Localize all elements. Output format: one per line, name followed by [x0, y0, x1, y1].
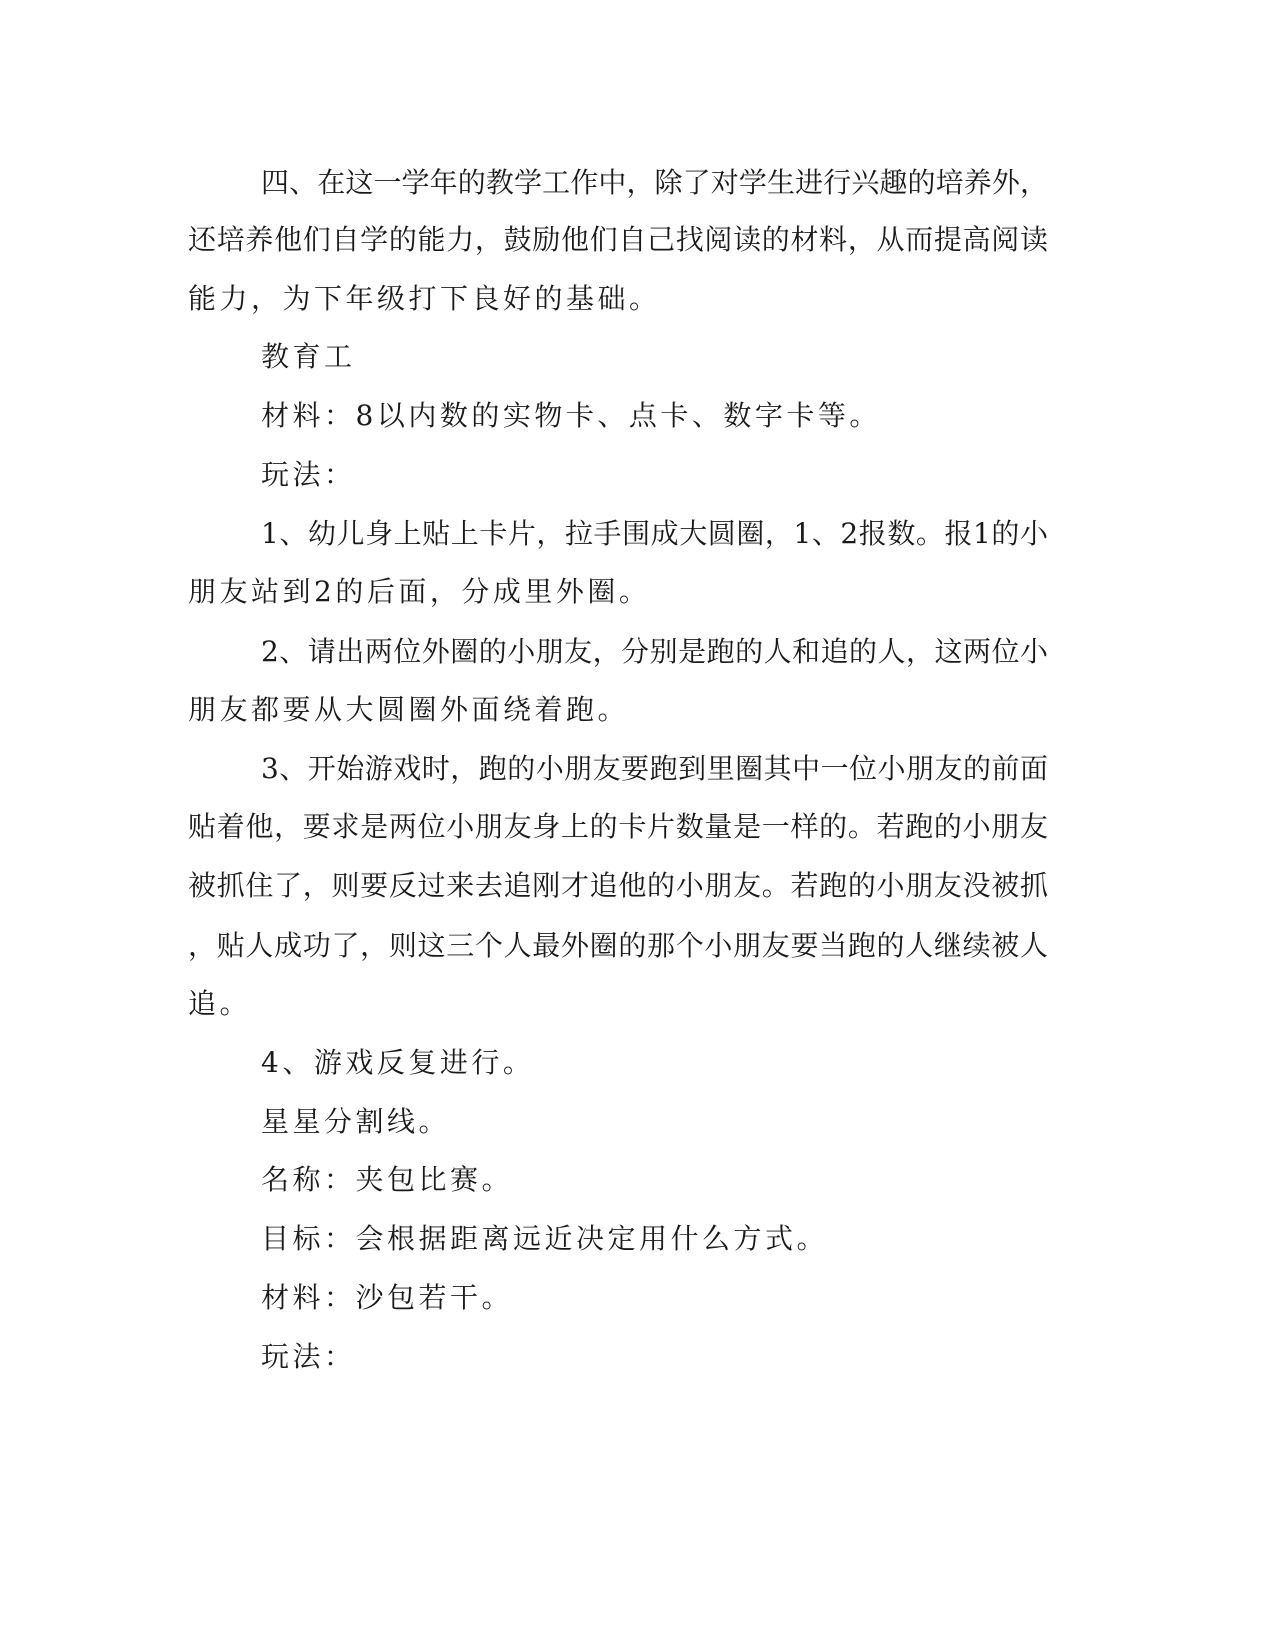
step-1-line-1: 1、幼儿身上贴上卡片，拉手围成大圆圈，1、2报数。报1的小 — [261, 517, 1048, 550]
step-4-line: 4、游戏反复进行。 — [261, 1046, 535, 1079]
heading-line: 教育工 — [261, 340, 356, 373]
step-3-line-5: 追。 — [188, 987, 252, 1020]
how-to-play-label: 玩法： — [261, 458, 356, 491]
step-3-line-1: 3、开始游戏时，跑的小朋友要跑到里圈其中一位小朋友的前面 — [261, 752, 1048, 785]
paragraph-4-line-1: 四、在这一学年的教学工作中，除了对学生进行兴趣的培养外， — [261, 166, 1048, 199]
step-3-line-4: ，贴人成功了，则这三个人最外圈的那个小朋友要当跑的人继续被人 — [188, 929, 1048, 962]
goal-line: 目标：会根据距离远近决定用什么方式。 — [261, 1222, 829, 1255]
materials-line: 材料：8以内数的实物卡、点卡、数字卡等。 — [261, 399, 881, 432]
how-to-play-label-2: 玩法： — [261, 1340, 356, 1373]
materials-line-2: 材料：沙包若干。 — [261, 1281, 514, 1314]
step-2-line-2: 朋友都要从大圆圈外面绕着跑。 — [188, 693, 630, 726]
name-line: 名称：夹包比赛。 — [261, 1163, 514, 1196]
step-2-line-1: 2、请出两位外圈的小朋友，分别是跑的人和追的人，这两位小 — [261, 635, 1048, 668]
step-3-line-3: 被抓住了，则要反过来去追刚才追他的小朋友。若跑的小朋友没被抓 — [188, 869, 1048, 902]
paragraph-4-line-3: 能力，为下年级打下良好的基础。 — [188, 282, 661, 315]
step-3-line-2: 贴着他，要求是两位小朋友身上的卡片数量是一样的。若跑的小朋友 — [188, 810, 1048, 843]
divider-text: 星星分割线。 — [261, 1105, 451, 1138]
paragraph-4-line-2: 还培养他们自学的能力，鼓励他们自己找阅读的材料，从而提高阅读 — [188, 223, 1048, 256]
step-1-line-2: 朋友站到2的后面，分成里外圈。 — [188, 575, 651, 608]
